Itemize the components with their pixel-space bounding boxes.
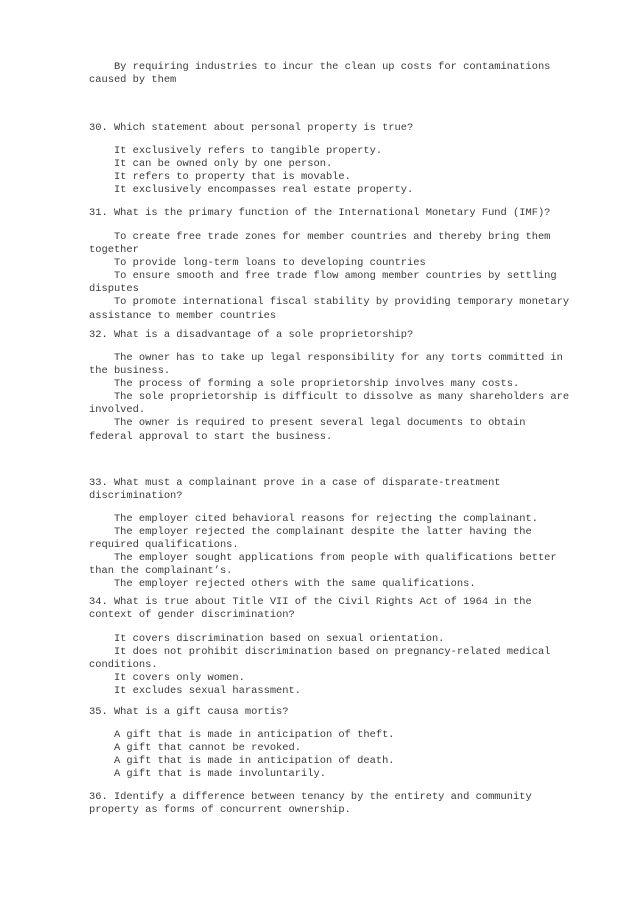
answer-option: It does not prohibit discrimination based on pregnancy-related medical: [89, 646, 551, 659]
answer-option: It excludes sexual harassment.: [89, 685, 302, 698]
question-35: [89, 706, 609, 719]
answer-option: The employer sought applications from people with qualifications better: [89, 552, 557, 565]
answer-option: It exclusively encompasses real estate property.: [89, 184, 414, 197]
answer-option: together: [89, 244, 139, 257]
answer-option: than the complainant’s.: [89, 565, 233, 578]
question-31-options: [89, 231, 609, 323]
question-text: context of gender discrimination?: [89, 609, 295, 622]
question-text: 34. What is true about Title VII of the Civil Rights Act of 1964 in the: [89, 596, 532, 608]
question-text: 35. What is a gift causa mortis?: [89, 706, 289, 718]
intro-line: caused by them: [89, 74, 177, 87]
question-text: 31. What is the primary function of the International Monetary Fund (IMF)?: [89, 207, 551, 219]
question-35-options: [89, 729, 609, 781]
answer-option: It exclusively refers to tangible property.: [89, 145, 383, 157]
answer-option: It covers discrimination based on sexual orientation.: [89, 633, 445, 645]
question-text: 30. Which statement about personal property is true?: [89, 122, 414, 134]
answer-option: The employer rejected others with the same qualifications.: [89, 578, 476, 591]
question-32: [89, 329, 609, 342]
answer-option: A gift that is made in anticipation of theft.: [89, 729, 395, 741]
answer-option: A gift that is made involuntarily.: [89, 768, 326, 781]
answer-option: To create free trade zones for member countries and thereby bring them: [89, 231, 551, 243]
answer-option: It covers only women.: [89, 672, 245, 685]
question-text: 33. What must a complainant prove in a case of disparate-treatment: [89, 477, 501, 489]
answer-option: the business.: [89, 365, 171, 378]
answer-option: federal approval to start the business.: [89, 430, 333, 443]
question-text: 32. What is a disadvantage of a sole proprietorship?: [89, 329, 414, 341]
answer-option: To ensure smooth and free trade flow among member countries by settling: [89, 270, 557, 283]
intro-line: By requiring industries to incur the clean up costs for contaminations: [89, 61, 551, 73]
answer-option: conditions.: [89, 659, 158, 672]
question-text: 36. Identify a difference between tenancy by the entirety and community: [89, 791, 532, 803]
question-30: [89, 122, 609, 135]
answer-option: The employer rejected the complainant despite the latter having the: [89, 526, 532, 539]
answer-option: A gift that is made in anticipation of death.: [89, 755, 395, 768]
question-32-options: [89, 352, 609, 444]
answer-option: A gift that cannot be revoked.: [89, 742, 302, 755]
question-34: [89, 596, 609, 622]
intro-text: [89, 61, 609, 87]
answer-option: disputes: [89, 283, 139, 296]
question-30-options: [89, 145, 609, 197]
question-33-options: [89, 513, 609, 592]
answer-option: The process of forming a sole proprietorship involves many costs.: [89, 378, 520, 391]
answer-option: The sole proprietorship is difficult to dissolve as many shareholders are: [89, 391, 570, 404]
answer-option: The owner is required to present several legal documents to obtain: [89, 417, 526, 430]
question-33: [89, 477, 609, 503]
question-36: [89, 791, 609, 817]
question-text: discrimination?: [89, 490, 183, 503]
answer-option: involved.: [89, 404, 146, 417]
answer-option: required qualifications.: [89, 539, 239, 552]
answer-option: The employer cited behavioral reasons for rejecting the complainant.: [89, 513, 538, 525]
answer-option: It refers to property that is movable.: [89, 171, 351, 184]
question-31: [89, 207, 609, 220]
answer-option: To promote international fiscal stability by providing temporary monetary: [89, 296, 570, 309]
question-34-options: [89, 633, 609, 698]
answer-option: The owner has to take up legal responsibility for any torts committed in: [89, 352, 563, 364]
answer-option: assistance to member countries: [89, 309, 277, 322]
question-text: property as forms of concurrent ownership.: [89, 804, 351, 817]
answer-option: It can be owned only by one person.: [89, 158, 333, 171]
answer-option: To provide long-term loans to developing countries: [89, 257, 426, 270]
